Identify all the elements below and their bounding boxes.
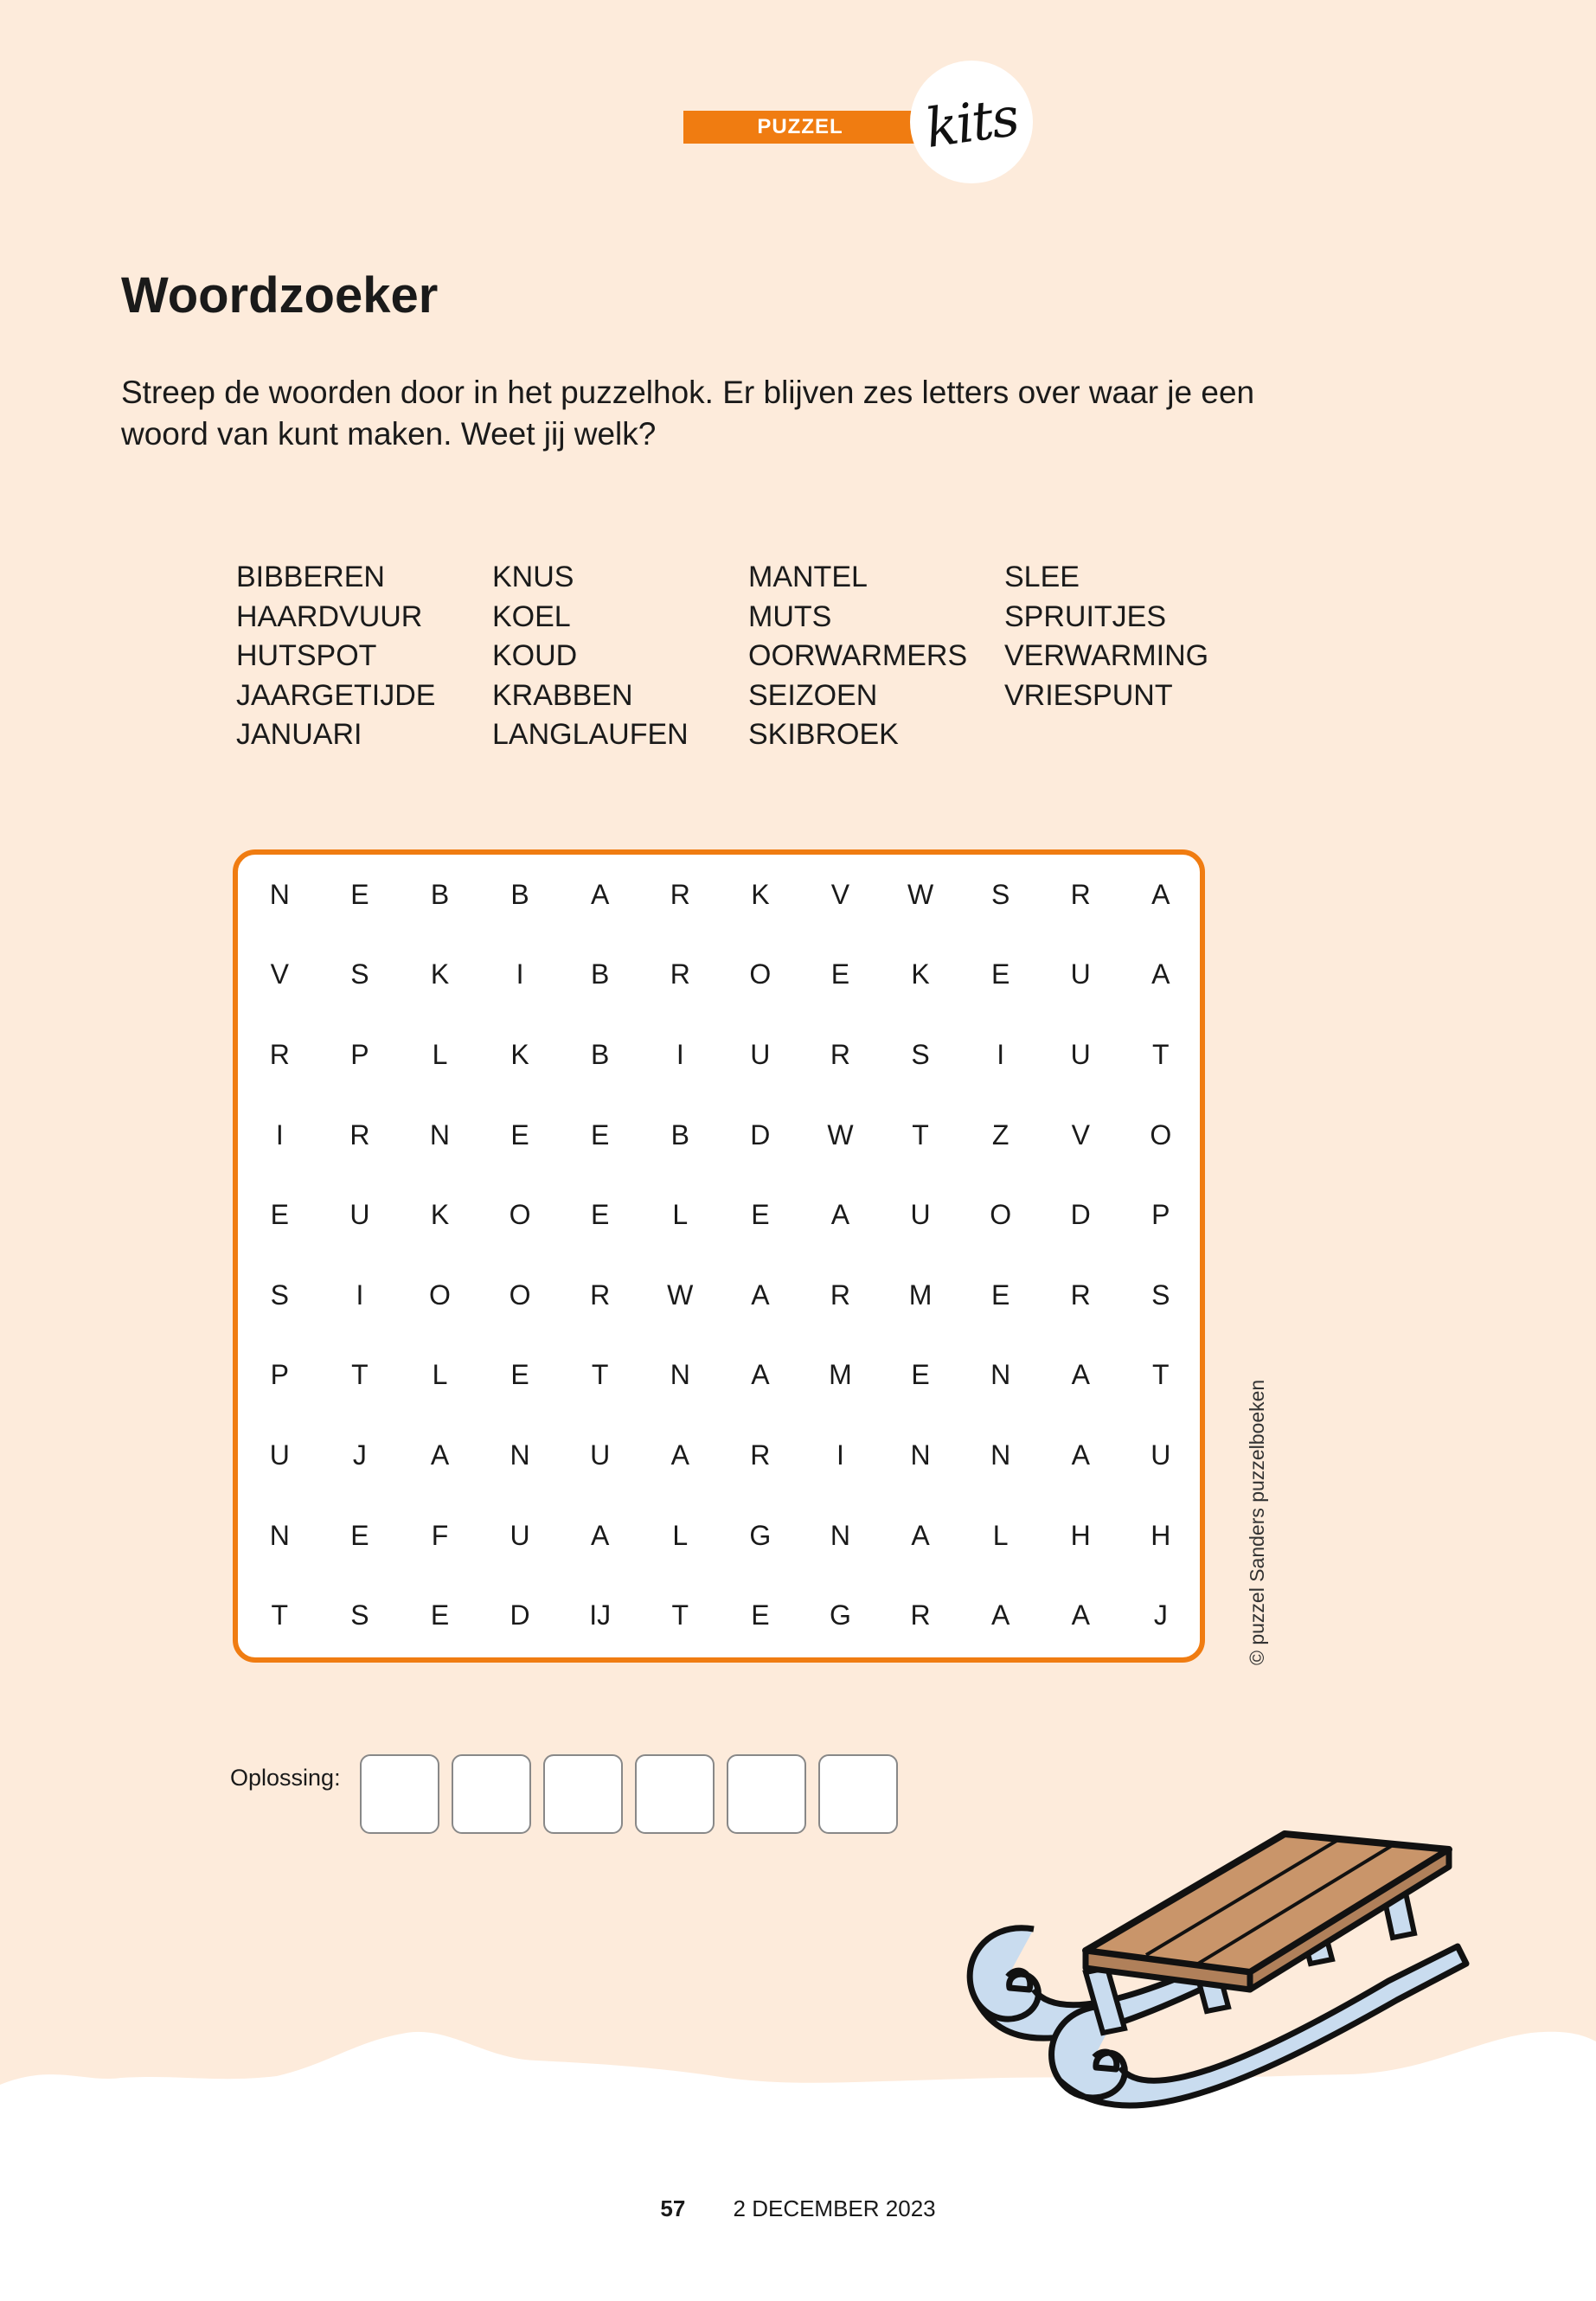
grid-letter[interactable]: E	[751, 1599, 770, 1631]
grid-letter[interactable]: Z	[991, 1118, 1010, 1150]
grid-letter[interactable]: L	[432, 1038, 448, 1070]
grid-letter[interactable]: O	[749, 958, 772, 990]
grid-letter[interactable]: V	[270, 958, 289, 990]
logo-text: kits	[921, 84, 1022, 160]
grid-letter[interactable]: U	[1070, 1038, 1091, 1070]
grid-letter[interactable]: D	[510, 1599, 530, 1631]
kits-logo	[910, 61, 1033, 183]
grid-letter[interactable]: M	[908, 1279, 933, 1311]
intro-text: Streep de woorden door in het puzzelhok. Er blijven zes letters over waar je een woord van kunt maken. Weet jij welk?	[121, 375, 1255, 452]
grid-letter[interactable]: S	[990, 878, 1010, 910]
grid-letter[interactable]: N	[269, 878, 290, 910]
grid-letter[interactable]: A	[1071, 1359, 1090, 1391]
grid-letter[interactable]: F	[431, 1519, 449, 1551]
grid-letter[interactable]: O	[509, 1199, 531, 1231]
grid-letter[interactable]: A	[751, 1279, 770, 1311]
grid-letter[interactable]: M	[829, 1359, 852, 1391]
answer-box[interactable]	[727, 1754, 806, 1834]
grid-letter[interactable]: B	[430, 878, 450, 910]
grid-letter[interactable]: O	[990, 1199, 1012, 1231]
grid-letter[interactable]: R	[269, 1038, 290, 1070]
grid-letter[interactable]: E	[591, 1199, 610, 1231]
page-footer	[0, 2195, 1596, 2222]
grid-letter[interactable]: R	[670, 878, 690, 910]
grid-letter[interactable]: E	[430, 1599, 450, 1631]
grid-letter[interactable]: N	[510, 1439, 530, 1471]
grid-letter[interactable]: U	[590, 1439, 611, 1471]
grid-letter[interactable]: E	[591, 1118, 610, 1150]
grid-letter[interactable]: D	[750, 1118, 771, 1150]
word-item: KOUD	[492, 639, 578, 672]
word-item: JAARGETIJDE	[236, 678, 436, 712]
page-number: 57	[660, 2195, 686, 2221]
grid-letter[interactable]: R	[1070, 878, 1091, 910]
word-item: SLEE	[1004, 561, 1080, 593]
grid-letter[interactable]: I	[676, 1038, 684, 1070]
grid-letter[interactable]: U	[1070, 958, 1091, 990]
copyright-note: © puzzel Sanders puzzelboeken	[1246, 1379, 1268, 1665]
grid-letter[interactable]: K	[911, 958, 930, 990]
grid-letter[interactable]: K	[430, 1199, 450, 1231]
grid-letter[interactable]: T	[1152, 1359, 1170, 1391]
grid-letter[interactable]: W	[667, 1279, 694, 1311]
grid-letter[interactable]: L	[432, 1359, 448, 1391]
grid-letter[interactable]: E	[510, 1359, 529, 1391]
section-label: PUZZEL	[683, 111, 917, 144]
solution-boxes	[360, 1754, 898, 1834]
page-title: Woordzoeker	[121, 267, 439, 324]
word-item: BIBBEREN	[236, 561, 385, 593]
word-item: KRABBEN	[492, 678, 633, 712]
grid-letter[interactable]: A	[670, 1439, 689, 1471]
word-item: KOEL	[492, 599, 571, 633]
grid-letter[interactable]: N	[910, 1439, 931, 1471]
grid-letter[interactable]: W	[907, 878, 934, 910]
grid-letter[interactable]: U	[269, 1439, 290, 1471]
word-item: SEIZOEN	[748, 678, 878, 712]
grid-letter[interactable]: R	[910, 1599, 931, 1631]
grid-letter[interactable]: R	[750, 1439, 771, 1471]
word-item: MUTS	[748, 599, 832, 633]
puzzle-grid-frame	[233, 849, 1205, 1663]
grid-letter[interactable]: E	[911, 1359, 930, 1391]
word-item: HUTSPOT	[236, 639, 377, 672]
grid-letter[interactable]: A	[911, 1519, 930, 1551]
grid-letter[interactable]: E	[751, 1199, 770, 1231]
answer-box[interactable]	[543, 1754, 623, 1834]
grid-letter[interactable]: R	[349, 1118, 370, 1150]
grid-letter[interactable]: J	[352, 1439, 367, 1471]
grid-letter[interactable]: V	[1071, 1118, 1090, 1150]
grid-letter[interactable]: E	[510, 1118, 529, 1150]
word-item: SKIBROEK	[748, 718, 899, 751]
grid-letter[interactable]: E	[270, 1199, 289, 1231]
word-list	[236, 558, 1274, 755]
grid-letter[interactable]: N	[269, 1519, 290, 1551]
word-column	[748, 558, 1004, 755]
grid-letter[interactable]: A	[1151, 958, 1170, 990]
grid-letter[interactable]: E	[350, 878, 369, 910]
grid-letter[interactable]: K	[430, 958, 450, 990]
grid-letter[interactable]: T	[671, 1599, 689, 1631]
word-item: JANUARI	[236, 718, 362, 751]
grid-letter[interactable]: A	[1071, 1599, 1090, 1631]
answer-box[interactable]	[452, 1754, 531, 1834]
grid-letter[interactable]: O	[1150, 1118, 1172, 1150]
grid-letter[interactable]: E	[350, 1519, 369, 1551]
grid-letter[interactable]: S	[911, 1038, 930, 1070]
word-item: OORWARMERS	[748, 639, 968, 672]
grid-letter[interactable]: U	[1151, 1439, 1171, 1471]
grid-letter[interactable]: S	[350, 1599, 369, 1631]
grid-letter[interactable]: G	[749, 1519, 772, 1551]
grid-letter[interactable]: T	[1152, 1038, 1170, 1070]
grid-letter[interactable]: K	[751, 878, 770, 910]
grid-letter[interactable]: U	[349, 1199, 370, 1231]
grid-letter[interactable]: A	[430, 1439, 450, 1471]
grid-letter[interactable]: P	[270, 1359, 289, 1391]
grid-letter[interactable]: W	[827, 1118, 854, 1150]
grid-letter[interactable]: T	[591, 1359, 609, 1391]
grid-letter[interactable]: R	[830, 1279, 850, 1311]
grid-letter[interactable]: A	[591, 878, 610, 910]
grid-letter[interactable]: B	[510, 878, 529, 910]
issue-date: 2 DECEMBER 2023	[733, 2195, 936, 2221]
grid-letter[interactable]: R	[670, 958, 690, 990]
grid-letter[interactable]: O	[509, 1279, 531, 1311]
word-item: VRIESPUNT	[1004, 678, 1173, 712]
word-item: HAARDVUUR	[236, 599, 423, 633]
grid-letter[interactable]: V	[830, 878, 850, 910]
grid-letter[interactable]: N	[990, 1359, 1011, 1391]
grid-letter[interactable]: A	[830, 1199, 850, 1231]
grid-letter[interactable]: B	[591, 958, 610, 990]
grid-letter[interactable]: P	[350, 1038, 369, 1070]
grid-letter[interactable]: I	[836, 1439, 844, 1471]
grid-letter[interactable]: N	[830, 1519, 850, 1551]
grid-letter[interactable]: J	[1153, 1599, 1168, 1631]
grid-letter[interactable]: H	[1070, 1519, 1091, 1551]
grid-letter[interactable]: I	[275, 1118, 284, 1150]
word-item: SPRUITJES	[1004, 599, 1167, 633]
grid-letter[interactable]: O	[429, 1279, 451, 1311]
word-item: VERWARMING	[1004, 639, 1209, 672]
grid-letter[interactable]: U	[910, 1199, 931, 1231]
grid-letter[interactable]: E	[830, 958, 850, 990]
grid-letter[interactable]: T	[912, 1118, 929, 1150]
grid-letter[interactable]: B	[670, 1118, 689, 1150]
grid-letter[interactable]: S	[1151, 1279, 1170, 1311]
grid-letter[interactable]: IJ	[589, 1599, 612, 1631]
grid-letter[interactable]: U	[510, 1519, 530, 1551]
grid-letter[interactable]: A	[1151, 878, 1170, 910]
grid-letter[interactable]: E	[990, 1279, 1010, 1311]
grid-letter[interactable]: E	[990, 958, 1010, 990]
grid-letter[interactable]: P	[1151, 1199, 1170, 1231]
grid-letter[interactable]: B	[591, 1038, 610, 1070]
grid-letter[interactable]: A	[751, 1359, 770, 1391]
sled-illustration	[947, 1817, 1475, 2163]
grid-letter[interactable]: L	[672, 1519, 689, 1551]
grid-letter[interactable]: K	[510, 1038, 529, 1070]
grid-letter[interactable]: H	[1151, 1519, 1171, 1551]
answer-box[interactable]	[635, 1754, 715, 1834]
grid-letter[interactable]: R	[830, 1038, 850, 1070]
grid-letter[interactable]: L	[672, 1199, 689, 1231]
grid-letter[interactable]: A	[990, 1599, 1010, 1631]
grid-letter[interactable]: D	[1070, 1199, 1091, 1231]
answer-box[interactable]	[818, 1754, 898, 1834]
grid-letter[interactable]: S	[350, 958, 369, 990]
grid-letter[interactable]: T	[351, 1359, 369, 1391]
letter-grid	[238, 855, 1202, 1657]
grid-letter[interactable]: I	[516, 958, 524, 990]
word-column	[492, 558, 748, 755]
word-column	[236, 558, 492, 755]
grid-letter[interactable]: R	[1070, 1279, 1091, 1311]
grid-letter[interactable]: G	[830, 1599, 851, 1631]
grid-letter[interactable]: U	[750, 1038, 771, 1070]
grid-letter[interactable]: I	[997, 1038, 1005, 1070]
grid-letter[interactable]: T	[271, 1599, 289, 1631]
grid-letter[interactable]: N	[670, 1359, 690, 1391]
word-column	[1004, 558, 1260, 755]
grid-letter[interactable]: R	[590, 1279, 611, 1311]
grid-letter[interactable]: N	[990, 1439, 1011, 1471]
word-item: KNUS	[492, 561, 574, 593]
solution-label: Oplossing:	[230, 1765, 341, 1791]
grid-letter[interactable]: L	[992, 1519, 1009, 1551]
grid-letter[interactable]: I	[356, 1279, 364, 1311]
answer-box[interactable]	[360, 1754, 439, 1834]
word-item: MANTEL	[748, 561, 868, 593]
grid-letter[interactable]: A	[591, 1519, 610, 1551]
word-item: LANGLAUFEN	[492, 718, 689, 751]
grid-letter[interactable]: A	[1071, 1439, 1090, 1471]
grid-letter[interactable]: N	[429, 1118, 451, 1150]
grid-letter[interactable]: S	[270, 1279, 289, 1311]
